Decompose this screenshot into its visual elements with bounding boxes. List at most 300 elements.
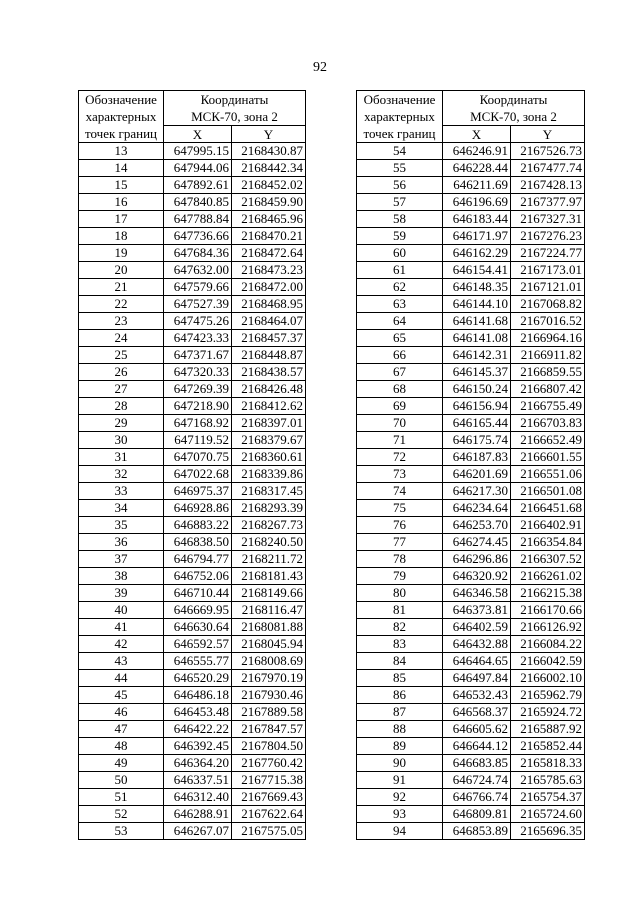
table-row	[79, 347, 306, 364]
x-coordinate-cell: 646156.94	[443, 398, 511, 415]
point-number-cell: 58	[357, 211, 443, 228]
point-number-cell: 85	[357, 670, 443, 687]
x-coordinate-cell: 646296.86	[443, 551, 511, 568]
point-number-cell: 15	[79, 177, 164, 194]
table-row	[357, 398, 585, 415]
point-number-cell: 51	[79, 789, 164, 806]
x-coordinate-cell: 647371.67	[164, 347, 232, 364]
table-row	[79, 517, 306, 534]
x-coordinate-cell: 646669.95	[164, 602, 232, 619]
point-number-cell: 40	[79, 602, 164, 619]
point-number-cell: 84	[357, 653, 443, 670]
table-row	[79, 415, 306, 432]
y-coordinate-cell: 2167669.43	[232, 789, 306, 806]
x-coordinate-cell: 647579.66	[164, 279, 232, 296]
table-row	[357, 806, 585, 823]
y-coordinate-cell: 2165852.44	[511, 738, 585, 755]
table-row	[79, 738, 306, 755]
point-number-cell: 67	[357, 364, 443, 381]
point-number-cell: 70	[357, 415, 443, 432]
point-number-cell: 30	[79, 432, 164, 449]
table-row	[79, 279, 306, 296]
y-coordinate-cell: 2167121.01	[511, 279, 585, 296]
point-number-cell: 49	[79, 755, 164, 772]
x-coordinate-cell: 646201.69	[443, 466, 511, 483]
x-coordinate-cell: 646402.59	[443, 619, 511, 636]
x-header: X	[443, 126, 511, 143]
x-coordinate-cell: 647119.52	[164, 432, 232, 449]
table-row	[79, 177, 306, 194]
table-row	[357, 670, 585, 687]
x-coordinate-cell: 647218.90	[164, 398, 232, 415]
table-row	[79, 585, 306, 602]
table-row	[79, 466, 306, 483]
point-number-cell: 50	[79, 772, 164, 789]
point-number-cell: 56	[357, 177, 443, 194]
table-row	[357, 296, 585, 313]
point-label-line-3: точек границ	[84, 126, 158, 141]
x-coordinate-cell: 647995.15	[164, 143, 232, 160]
y-coordinate-cell: 2165818.33	[511, 755, 585, 772]
y-coordinate-cell: 2166215.38	[511, 585, 585, 602]
point-number-cell: 92	[357, 789, 443, 806]
table-row	[357, 432, 585, 449]
table-row	[79, 160, 306, 177]
x-coordinate-cell: 646364.20	[164, 755, 232, 772]
x-coordinate-cell: 646217.30	[443, 483, 511, 500]
x-coordinate-cell: 646710.44	[164, 585, 232, 602]
y-coordinate-cell: 2168181.43	[232, 568, 306, 585]
point-number-cell: 36	[79, 534, 164, 551]
table-row	[357, 500, 585, 517]
x-coordinate-cell: 646838.50	[164, 534, 232, 551]
y-coordinate-cell: 2166755.49	[511, 398, 585, 415]
point-number-cell: 48	[79, 738, 164, 755]
coordinates-header-line-2: МСК-70, зона 2	[191, 109, 278, 124]
point-number-cell: 29	[79, 415, 164, 432]
x-coordinate-cell: 646145.37	[443, 364, 511, 381]
y-coordinate-cell: 2165962.79	[511, 687, 585, 704]
x-coordinate-cell: 646211.69	[443, 177, 511, 194]
point-number-cell: 62	[357, 279, 443, 296]
y-coordinate-cell: 2167016.52	[511, 313, 585, 330]
point-number-cell: 43	[79, 653, 164, 670]
table-row	[79, 228, 306, 245]
table-row	[357, 347, 585, 364]
point-number-cell: 83	[357, 636, 443, 653]
x-coordinate-cell: 646532.43	[443, 687, 511, 704]
table-row	[79, 721, 306, 738]
y-coordinate-cell: 2168470.21	[232, 228, 306, 245]
point-number-cell: 68	[357, 381, 443, 398]
y-coordinate-cell: 2167068.82	[511, 296, 585, 313]
table-row	[79, 789, 306, 806]
point-number-cell: 59	[357, 228, 443, 245]
table-row	[357, 602, 585, 619]
x-coordinate-cell: 647840.85	[164, 194, 232, 211]
x-coordinate-cell: 646853.89	[443, 823, 511, 840]
point-number-cell: 13	[79, 143, 164, 160]
y-coordinate-cell: 2168468.95	[232, 296, 306, 313]
x-coordinate-cell: 646148.35	[443, 279, 511, 296]
y-coordinate-cell: 2166307.52	[511, 551, 585, 568]
y-coordinate-cell: 2168465.96	[232, 211, 306, 228]
table-body-left	[79, 143, 306, 840]
y-coordinate-cell: 2167847.57	[232, 721, 306, 738]
y-coordinate-cell: 2168008.69	[232, 653, 306, 670]
x-coordinate-cell: 646234.64	[443, 500, 511, 517]
point-number-cell: 24	[79, 330, 164, 347]
y-coordinate-cell: 2168149.66	[232, 585, 306, 602]
y-coordinate-cell: 2167760.42	[232, 755, 306, 772]
y-coordinate-cell: 2167327.31	[511, 211, 585, 228]
x-coordinate-cell: 646794.77	[164, 551, 232, 568]
y-coordinate-cell: 2166652.49	[511, 432, 585, 449]
table-row	[357, 636, 585, 653]
y-coordinate-cell: 2167377.97	[511, 194, 585, 211]
y-coordinate-cell: 2168464.07	[232, 313, 306, 330]
point-number-cell: 86	[357, 687, 443, 704]
point-number-cell: 61	[357, 262, 443, 279]
y-coordinate-cell: 2167889.58	[232, 704, 306, 721]
table-row	[79, 364, 306, 381]
x-header: X	[164, 126, 232, 143]
point-number-cell: 22	[79, 296, 164, 313]
point-number-cell: 34	[79, 500, 164, 517]
point-number-cell: 18	[79, 228, 164, 245]
point-number-cell: 76	[357, 517, 443, 534]
x-coordinate-cell: 646288.91	[164, 806, 232, 823]
point-number-cell: 21	[79, 279, 164, 296]
x-coordinate-cell: 646809.81	[443, 806, 511, 823]
point-number-cell: 39	[79, 585, 164, 602]
table-row	[79, 636, 306, 653]
y-coordinate-cell: 2167622.64	[232, 806, 306, 823]
table-row	[79, 330, 306, 347]
point-number-cell: 42	[79, 636, 164, 653]
y-coordinate-cell: 2166501.08	[511, 483, 585, 500]
y-coordinate-cell: 2167477.74	[511, 160, 585, 177]
table-row	[79, 449, 306, 466]
x-coordinate-cell: 647527.39	[164, 296, 232, 313]
table-row	[357, 415, 585, 432]
x-coordinate-cell: 646171.97	[443, 228, 511, 245]
point-number-cell: 90	[357, 755, 443, 772]
table-row	[79, 432, 306, 449]
x-coordinate-cell: 646605.62	[443, 721, 511, 738]
y-coordinate-cell: 2166002.10	[511, 670, 585, 687]
table-row	[357, 551, 585, 568]
coordinates-header-line-1: Координаты	[479, 92, 548, 107]
table-row	[79, 755, 306, 772]
x-coordinate-cell: 646312.40	[164, 789, 232, 806]
point-number-cell: 47	[79, 721, 164, 738]
table-row	[79, 194, 306, 211]
x-coordinate-cell: 646630.64	[164, 619, 232, 636]
point-number-cell: 55	[357, 160, 443, 177]
x-coordinate-cell: 647736.66	[164, 228, 232, 245]
y-coordinate-cell: 2168317.45	[232, 483, 306, 500]
y-coordinate-cell: 2166354.84	[511, 534, 585, 551]
table-row	[357, 789, 585, 806]
table-row	[79, 483, 306, 500]
x-coordinate-cell: 646267.07	[164, 823, 232, 840]
x-coordinate-cell: 647423.33	[164, 330, 232, 347]
table-row	[79, 704, 306, 721]
table-row	[79, 381, 306, 398]
point-number-cell: 17	[79, 211, 164, 228]
y-coordinate-cell: 2166703.83	[511, 415, 585, 432]
point-label-header	[357, 91, 443, 143]
point-number-cell: 63	[357, 296, 443, 313]
y-coordinate-cell: 2168360.61	[232, 449, 306, 466]
table-row	[79, 772, 306, 789]
point-number-cell: 32	[79, 466, 164, 483]
x-coordinate-cell: 646373.81	[443, 602, 511, 619]
x-coordinate-cell: 646432.88	[443, 636, 511, 653]
y-coordinate-cell: 2167276.23	[511, 228, 585, 245]
point-number-cell: 79	[357, 568, 443, 585]
table-row	[357, 653, 585, 670]
y-coordinate-cell: 2167526.73	[511, 143, 585, 160]
point-number-cell: 54	[357, 143, 443, 160]
point-number-cell: 64	[357, 313, 443, 330]
x-coordinate-cell: 646497.84	[443, 670, 511, 687]
y-coordinate-cell: 2168397.01	[232, 415, 306, 432]
table-row	[357, 262, 585, 279]
table-row	[79, 143, 306, 160]
table-row	[357, 704, 585, 721]
point-number-cell: 20	[79, 262, 164, 279]
table-row	[357, 449, 585, 466]
table-row	[357, 619, 585, 636]
point-number-cell: 87	[357, 704, 443, 721]
x-coordinate-cell: 647632.00	[164, 262, 232, 279]
table-row	[357, 738, 585, 755]
y-coordinate-cell: 2167428.13	[511, 177, 585, 194]
y-coordinate-cell: 2166859.55	[511, 364, 585, 381]
point-number-cell: 28	[79, 398, 164, 415]
y-coordinate-cell: 2168442.34	[232, 160, 306, 177]
y-coordinate-cell: 2165696.35	[511, 823, 585, 840]
x-coordinate-cell: 646683.85	[443, 755, 511, 772]
table-row	[357, 721, 585, 738]
point-number-cell: 80	[357, 585, 443, 602]
x-coordinate-cell: 646253.70	[443, 517, 511, 534]
point-number-cell: 38	[79, 568, 164, 585]
point-number-cell: 14	[79, 160, 164, 177]
x-coordinate-cell: 647475.26	[164, 313, 232, 330]
y-coordinate-cell: 2168379.67	[232, 432, 306, 449]
x-coordinate-cell: 646141.08	[443, 330, 511, 347]
table-row	[357, 143, 585, 160]
y-coordinate-cell: 2166964.16	[511, 330, 585, 347]
y-coordinate-cell: 2167715.38	[232, 772, 306, 789]
y-coordinate-cell: 2167224.77	[511, 245, 585, 262]
x-coordinate-cell: 646644.12	[443, 738, 511, 755]
table-row	[357, 585, 585, 602]
point-number-cell: 26	[79, 364, 164, 381]
x-coordinate-cell: 646162.29	[443, 245, 511, 262]
point-number-cell: 73	[357, 466, 443, 483]
y-coordinate-cell: 2165724.60	[511, 806, 585, 823]
point-number-cell: 37	[79, 551, 164, 568]
x-coordinate-cell: 646752.06	[164, 568, 232, 585]
y-coordinate-cell: 2168472.00	[232, 279, 306, 296]
table-row	[357, 687, 585, 704]
y-header: Y	[232, 126, 306, 143]
table-row	[79, 653, 306, 670]
coordinates-table-left	[78, 90, 306, 840]
x-coordinate-cell: 646975.37	[164, 483, 232, 500]
table-row	[79, 313, 306, 330]
coordinates-header-line-2: МСК-70, зона 2	[470, 109, 557, 124]
y-coordinate-cell: 2168457.37	[232, 330, 306, 347]
x-coordinate-cell: 646141.68	[443, 313, 511, 330]
point-label-header	[79, 91, 164, 143]
x-coordinate-cell: 646142.31	[443, 347, 511, 364]
y-coordinate-cell: 2166261.02	[511, 568, 585, 585]
table-row	[357, 466, 585, 483]
x-coordinate-cell: 646464.65	[443, 653, 511, 670]
table-row	[79, 500, 306, 517]
x-coordinate-cell: 646144.10	[443, 296, 511, 313]
table-row	[79, 619, 306, 636]
y-coordinate-cell: 2167970.19	[232, 670, 306, 687]
y-coordinate-cell: 2166402.91	[511, 517, 585, 534]
table-row	[79, 806, 306, 823]
point-label-line-1: Обозначение	[85, 92, 157, 107]
y-coordinate-cell: 2168240.50	[232, 534, 306, 551]
y-coordinate-cell: 2167575.05	[232, 823, 306, 840]
point-number-cell: 46	[79, 704, 164, 721]
point-number-cell: 78	[357, 551, 443, 568]
x-coordinate-cell: 647320.33	[164, 364, 232, 381]
table-row	[357, 194, 585, 211]
point-number-cell: 57	[357, 194, 443, 211]
table-row	[79, 211, 306, 228]
point-label-line-3: точек границ	[363, 126, 436, 141]
x-coordinate-cell: 646274.45	[443, 534, 511, 551]
point-number-cell: 53	[79, 823, 164, 840]
table-row	[357, 568, 585, 585]
x-coordinate-cell: 646928.86	[164, 500, 232, 517]
y-coordinate-cell: 2167173.01	[511, 262, 585, 279]
coordinates-header-line-1: Координаты	[200, 92, 269, 107]
coordinates-header	[443, 91, 585, 126]
y-coordinate-cell: 2166911.82	[511, 347, 585, 364]
point-number-cell: 94	[357, 823, 443, 840]
point-number-cell: 88	[357, 721, 443, 738]
table-row	[357, 160, 585, 177]
y-coordinate-cell: 2168339.86	[232, 466, 306, 483]
point-label-line-2: характерных	[364, 109, 435, 124]
y-coordinate-cell: 2168293.39	[232, 500, 306, 517]
table-row	[357, 364, 585, 381]
table-row	[357, 245, 585, 262]
point-number-cell: 23	[79, 313, 164, 330]
x-coordinate-cell: 646453.48	[164, 704, 232, 721]
y-coordinate-cell: 2168116.47	[232, 602, 306, 619]
table-row	[79, 296, 306, 313]
point-number-cell: 69	[357, 398, 443, 415]
table-row	[357, 772, 585, 789]
point-number-cell: 31	[79, 449, 164, 466]
y-coordinate-cell: 2165887.92	[511, 721, 585, 738]
y-header: Y	[511, 126, 585, 143]
x-coordinate-cell: 647892.61	[164, 177, 232, 194]
y-coordinate-cell: 2168430.87	[232, 143, 306, 160]
point-number-cell: 82	[357, 619, 443, 636]
y-coordinate-cell: 2168426.48	[232, 381, 306, 398]
table-row	[357, 330, 585, 347]
y-coordinate-cell: 2166551.06	[511, 466, 585, 483]
x-coordinate-cell: 646337.51	[164, 772, 232, 789]
table-row	[79, 568, 306, 585]
x-coordinate-cell: 646196.69	[443, 194, 511, 211]
table-row	[79, 398, 306, 415]
table-row	[357, 517, 585, 534]
x-coordinate-cell: 646175.74	[443, 432, 511, 449]
x-coordinate-cell: 646228.44	[443, 160, 511, 177]
x-coordinate-cell: 647070.75	[164, 449, 232, 466]
table-row	[357, 211, 585, 228]
point-number-cell: 19	[79, 245, 164, 262]
x-coordinate-cell: 646555.77	[164, 653, 232, 670]
y-coordinate-cell: 2167930.46	[232, 687, 306, 704]
point-label-line-1: Обозначение	[363, 92, 436, 107]
point-number-cell: 89	[357, 738, 443, 755]
table-row	[79, 245, 306, 262]
table-row	[79, 602, 306, 619]
x-coordinate-cell: 646592.57	[164, 636, 232, 653]
x-coordinate-cell: 646486.18	[164, 687, 232, 704]
point-number-cell: 93	[357, 806, 443, 823]
y-coordinate-cell: 2168473.23	[232, 262, 306, 279]
x-coordinate-cell: 647684.36	[164, 245, 232, 262]
x-coordinate-cell: 647022.68	[164, 466, 232, 483]
table-row	[357, 228, 585, 245]
x-coordinate-cell: 646883.22	[164, 517, 232, 534]
y-coordinate-cell: 2168472.64	[232, 245, 306, 262]
point-number-cell: 66	[357, 347, 443, 364]
y-coordinate-cell: 2165754.37	[511, 789, 585, 806]
point-number-cell: 25	[79, 347, 164, 364]
x-coordinate-cell: 647944.06	[164, 160, 232, 177]
x-coordinate-cell: 647788.84	[164, 211, 232, 228]
x-coordinate-cell: 646154.41	[443, 262, 511, 279]
point-number-cell: 65	[357, 330, 443, 347]
x-coordinate-cell: 646724.74	[443, 772, 511, 789]
point-number-cell: 45	[79, 687, 164, 704]
point-number-cell: 81	[357, 602, 443, 619]
x-coordinate-cell: 646422.22	[164, 721, 232, 738]
x-coordinate-cell: 646568.37	[443, 704, 511, 721]
point-number-cell: 60	[357, 245, 443, 262]
point-number-cell: 71	[357, 432, 443, 449]
coordinates-header	[164, 91, 306, 126]
point-label-line-2: характерных	[85, 109, 157, 124]
table-row	[357, 381, 585, 398]
x-coordinate-cell: 646187.83	[443, 449, 511, 466]
table-row	[357, 483, 585, 500]
x-coordinate-cell: 646246.91	[443, 143, 511, 160]
table-row	[79, 687, 306, 704]
coordinates-table-right	[356, 90, 585, 840]
point-number-cell: 75	[357, 500, 443, 517]
y-coordinate-cell: 2168452.02	[232, 177, 306, 194]
point-number-cell: 44	[79, 670, 164, 687]
